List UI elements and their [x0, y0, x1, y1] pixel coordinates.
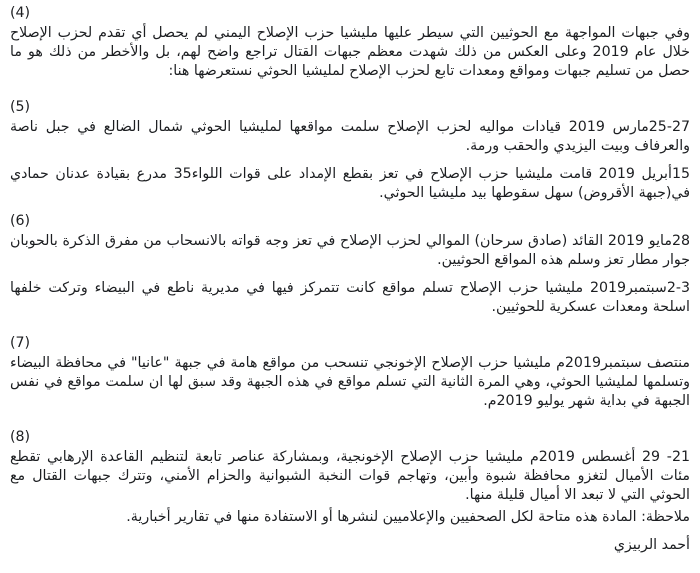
section-number: (8) [10, 429, 31, 445]
section-8 [10, 428, 690, 505]
author-signature: أحمد الربيزي [613, 537, 690, 553]
paragraph: 2-3سبتمبر2019 مليشيا حزب الإصلاح تسلم مواقع كانت تتمركز فيها في مديرية ناطع في البيضاء وتركت خلفها اسلحة ومعدات عسكرية للحوثيين. [10, 280, 690, 315]
section-number: (6) [10, 213, 31, 229]
paragraph: 28مايو 2019 القائد (صادق سرحان) الموالي لحزب الإصلاح في تعز وجه قواته بالانسحاب من مفرق الذكرة بالحوبان جوار مطار تعز وسلم هذه المواقع الحوثيين. [10, 233, 691, 268]
section-6 [10, 212, 690, 317]
paragraph: 21- 29 أغسطس 2019م مليشيا حزب الإصلاح الإخونجية، وبمشاركة عناصر تابعة لتنظيم القاعدة الإرهابي تقطع مئات الأميال لتغزو محافظة شبوة وأبين، وتهاجم قوات النخبة الشبوانية والحزام الأمني، وتترك جبهات القتال مع الحوثي التي لا تبعد الا أميال قليلة منها. [10, 449, 690, 503]
section-number: (5) [10, 99, 31, 115]
note: ملاحظة: المادة هذه متاحة لكل الصحفيين والإعلاميين لنشرها أو الاستفادة منها في تقارير أخبارية. [126, 509, 690, 525]
section-5 [10, 98, 690, 203]
section-4 [10, 4, 690, 81]
paragraph: منتصف سبتمبر2019م مليشيا حزب الإصلاح الإخونجي تنسحب من مواقع هامة في جبهة "عانيا" في محافظة البيضاء وتسلمها لمليشيا الحوثي، وهي المرة الثانية التي تسلم مواقع في هذه الجبهة وقد سبق لها ان سلمت مواقع في نفس الجبهة في بداية شهر يوليو 2019م. [10, 355, 690, 409]
paragraph: وفي جبهات المواجهة مع الحوثيين التي سيطر عليها مليشيا حزب الإصلاح اليمني لم يحصل أي تقدم لحزب الإصلاح خلال عام 2019 وعلى العكس من ذلك شهدت معظم جبهات القتال تراجع واضح لهم، بل والأخطر من ذلك هو ما حصل من تسليم جبهات ومواقع ومعدات تابع لحزب الإصلاح لمليشيا الحوثي نستعرضها هنا: [10, 25, 690, 79]
paragraph: 25-27مارس 2019 قيادات مواليه لحزب الإصلاح سلمت مواقعها لمليشيا الحوثي شمال الضالع في جبل ناصة والعرفاف وبيت اليزيدي والحقب ورمة. [10, 119, 690, 154]
section-number: (7) [10, 335, 31, 351]
paragraph: 15أبريل 2019 قامت مليشيا حزب الإصلاح في تعز بقطع الإمداد على قوات اللواء35 مدرع بقيادة عدنان حمادي في(جبهة الأقروض) سهل سقوطها بيد مليشيا الحوثي. [10, 166, 690, 201]
section-number: (4) [10, 5, 31, 21]
section-7 [10, 334, 690, 411]
